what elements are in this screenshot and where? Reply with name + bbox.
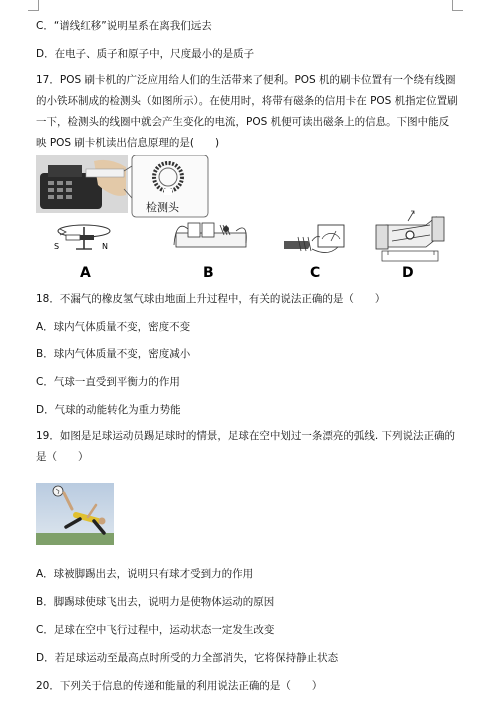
q19-stem-line: 19．如图是足球运动员踢足球时的情景，足球在空中划过一条漂亮的弧线. 下列说法正确的 <box>36 430 456 442</box>
option-label-b: B <box>203 265 214 281</box>
q18-option-a: A．球内气体质量不变，密度不变 <box>36 321 191 333</box>
detection-head-caption: 检测头 <box>146 201 179 214</box>
q17-stem <box>36 70 458 154</box>
q19-option-b: B．脚踢球使球飞出去，说明力是使物体运动的原因 <box>36 596 275 608</box>
q17-stem-line: 17．POS 刷卡机的广泛应用给人们的生活带来了便利。POS 机的刷卡位置有一个绕有线圈 <box>36 74 456 86</box>
margin-mark-left <box>28 0 39 11</box>
magnet-pole-n: N <box>102 242 108 251</box>
q18-option-b: B．球内气体质量不变，密度减小 <box>36 348 191 360</box>
q19-option-a: A．球被脚踢出去，说明只有球才受到力的作用 <box>36 568 254 580</box>
q18-option-c: C．气球一直受到平衡力的作用 <box>36 376 180 388</box>
q18-option-d: D．气球的动能转化为重力势能 <box>36 404 181 416</box>
q20-stem: 20．下列关于信息的传递和能量的利用说法正确的是（ ） <box>36 680 323 692</box>
q17-figure <box>36 155 460 281</box>
detection-head-inset <box>132 155 208 217</box>
q19-option-c: C．足球在空中飞行过程中，运动状态一定发生改变 <box>36 624 275 636</box>
q17-stem-line: 的小铁环制成的检测头（如图所示）。在使用时，将带有磁条的信用卡在 POS 机指定位置刷 <box>36 95 458 107</box>
q18-stem: 18．不漏气的橡皮氢气球由地面上升过程中，有关的说法正确的是（ ） <box>36 293 386 305</box>
q17-stem-line: 一下，检测头的线圈中就会产生变化的电流，POS 机便可读出磁条上的信息。下图中能反 <box>36 116 450 128</box>
q19-stem <box>36 426 456 468</box>
q16-option-d: D．在电子、质子和原子中，尺度最小的是质子 <box>36 48 255 60</box>
figure-option-d <box>376 211 444 281</box>
pos-machine-photo <box>36 155 128 213</box>
option-label-a: A <box>80 265 91 281</box>
figure-option-b <box>174 223 246 281</box>
q19-stem-line: 是（ ） <box>36 451 89 463</box>
figure-option-a <box>54 225 110 281</box>
margin-mark-right <box>452 0 463 11</box>
magnet-pole-s: S <box>54 242 60 251</box>
q17-stem-line: 映 POS 刷卡机读出信息原理的是( ) <box>36 137 220 149</box>
soccer-player-photo <box>36 483 114 545</box>
option-label-d: D <box>402 265 414 281</box>
option-label-c: C <box>310 265 321 281</box>
q16-option-c: C．“谱线红移”说明星系在离我们远去 <box>36 20 212 32</box>
q19-option-d: D．若足球运动至最高点时所受的力全部消失，它将保持静止状态 <box>36 652 339 664</box>
figure-option-c <box>284 225 344 281</box>
